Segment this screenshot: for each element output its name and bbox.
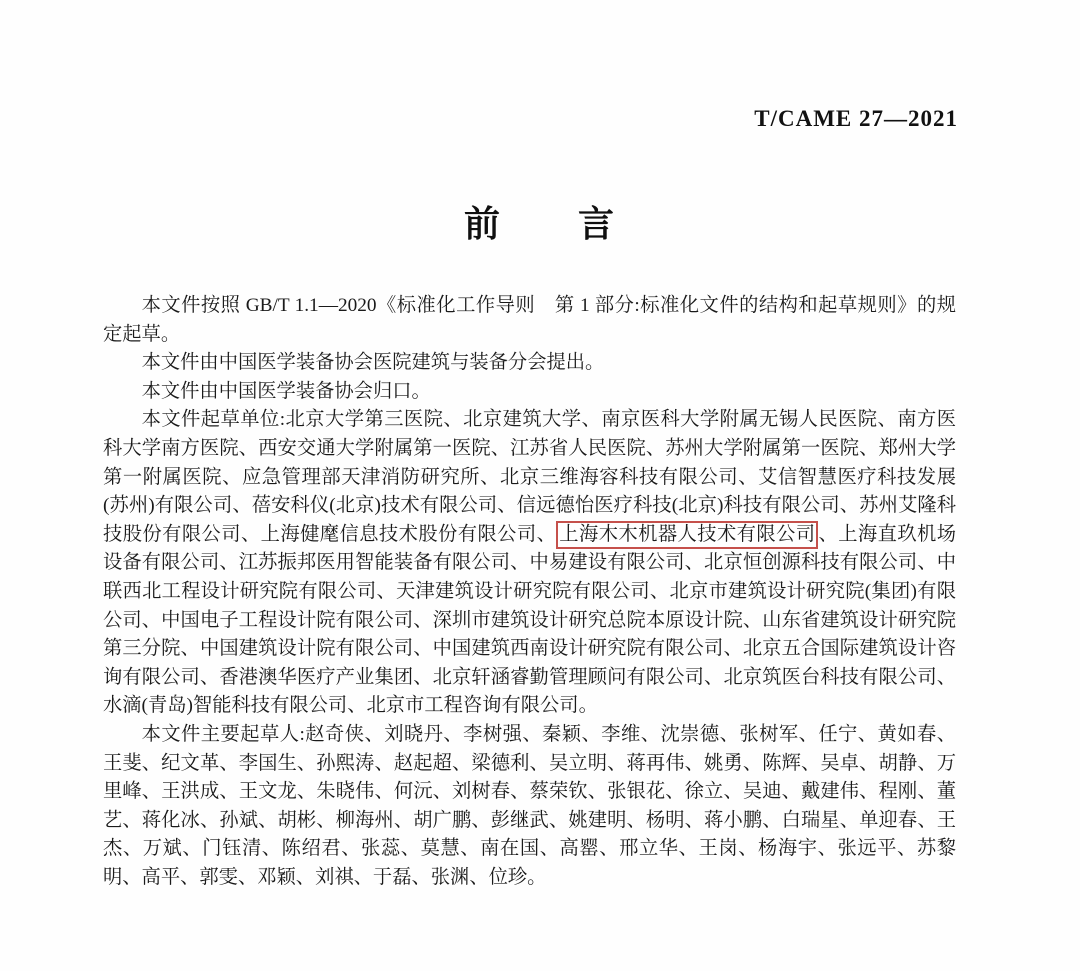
para-drafting-basis: 本文件按照 GB/T 1.1—2020《标准化工作导则 第 1 部分:标准化文件的结构和起草规则》的规定起草。: [103, 295, 956, 345]
para-proposed-by: 本文件由中国医学装备协会医院建筑与装备分会提出。: [141, 352, 605, 374]
highlighted-company-box: 上海木木机器人技术有限公司: [556, 521, 818, 549]
para-drafters: 本文件主要起草人:赵奇侠、刘晓丹、李树强、秦颖、李维、沈崇德、张树军、任宁、黄如春、王斐、纪文革、李国生、孙熙涛、赵起超、梁德利、吴立明、蒋再伟、姚勇、陈辉、吴卓、胡静、万里峰、王洪成、王文龙、朱晓伟、何沅、刘树春、蔡荣钦、张银花、徐立、吴迪、戴建伟、程刚、董艺、蒋化冰、孙斌、胡彬、柳海州、胡广鹏、彭继武、姚建明、杨明、蒋小鹏、白瑞星、单迎春、王杰、万斌、门钰清、陈绍君、张蕊、莫慧、南在国、高罂、邢立华、王岗、杨海宇、张远平、苏黎明、高平、郭雯、邓颖、刘祺、于磊、张渊、位珍。: [103, 723, 956, 888]
drafting-units-text-after: 、上海直玖机场设备有限公司、江苏振邦医用智能装备有限公司、中易建设有限公司、北京恒创源科技有限公司、中联西北工程设计研究院有限公司、天津建筑设计研究院有限公司、北京市建筑设计研究院(集团)有限公司、中国电子工程设计院有限公司、深圳市建筑设计研究总院本原设计院、山东省建筑设计研究院第三分院、中国建筑设计院有限公司、中国建筑西南设计研究院有限公司、北京五合国际建筑设计咨询有限公司、香港澳华医疗产业集团、北京轩涵睿勤管理顾问有限公司、北京筑医台科技有限公司、水滴(青岛)智能科技有限公司、北京市工程咨询有限公司。: [103, 523, 957, 717]
para-drafting-units: [103, 406, 956, 721]
document-body: [103, 292, 956, 892]
standard-number: T/CAME 27—2021: [754, 106, 958, 131]
para-centralized-by: 本文件由中国医学装备协会归口。: [141, 380, 431, 402]
page-title: 前 言: [463, 204, 616, 244]
drafting-units-text-before: 本文件起草单位:北京大学第三医院、北京建筑大学、南京医科大学附属无锡人民医院、南方医科大学南方医院、西安交通大学附属第一医院、江苏省人民医院、苏州大学附属第一医院、郑州大学第一附属医院、应急管理部天津消防研究所、北京三维海容科技有限公司、艾信智慧医疗科技发展(苏州)有限公司、蓓安科仪(北京)技术有限公司、信远德怡医疗科技(北京)科技有限公司、苏州艾隆科技股份有限公司、上海健麾信息技术股份有限公司、: [103, 409, 956, 545]
